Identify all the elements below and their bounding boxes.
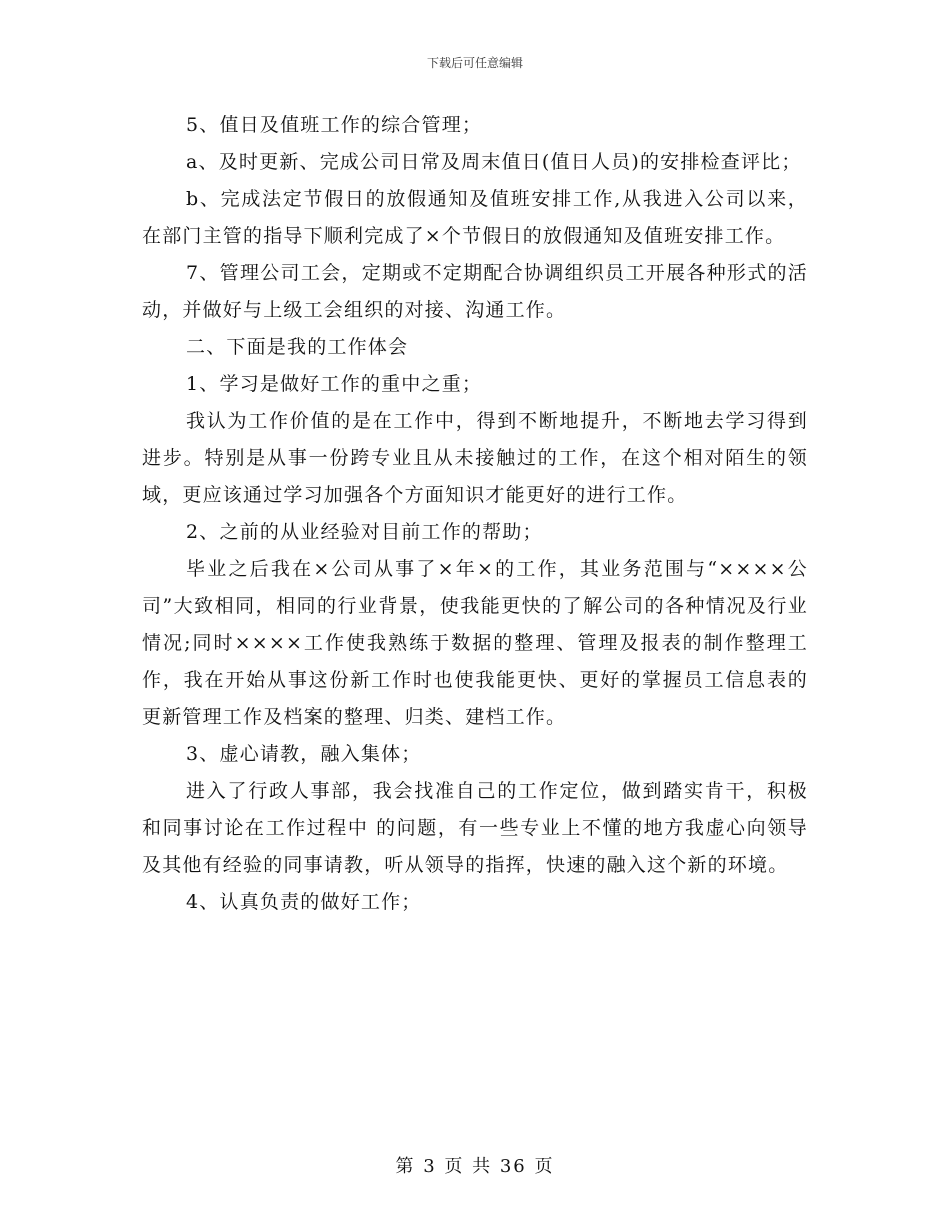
page-header: 下载后可任意编辑 bbox=[426, 56, 523, 70]
paragraph: a、及时更新、完成公司日常及周末值日(值日人员)的安排检查评比； bbox=[186, 151, 802, 173]
document-body bbox=[142, 107, 808, 921]
page-number-footer: 第 3 页 共 36 页 bbox=[395, 1156, 555, 1177]
paragraph: b、完成法定节假日的放假通知及值班安排工作,从我进入公司以来，在部门主管的指导下顺利完成了×个节假日的放假通知及值班安排工作。 bbox=[142, 188, 808, 247]
paragraph: 5、值日及值班工作的综合管理； bbox=[186, 114, 483, 136]
section-heading: 二、下面是我的工作体会 bbox=[186, 336, 409, 358]
paragraph: 进入了行政人事部，我会找准自己的工作定位，做到踏实肯干，积极和同事讨论在工作过程中 的问题，有一些专业上不懂的地方我虚心向领导及其他有经验的同事请教，听从领导的指挥，快速的融入这个新的环境。 bbox=[142, 780, 808, 876]
paragraph: 7、管理公司工会，定期或不定期配合协调组织员工开展各种形式的活动，并做好与上级工会组织的对接、沟通工作。 bbox=[142, 262, 808, 321]
paragraph: 3、虚心请教，融入集体； bbox=[186, 743, 422, 765]
paragraph: 2、之前的从业经验对目前工作的帮助； bbox=[186, 521, 543, 543]
paragraph: 我认为工作价值的是在工作中，得到不断地提升，不断地去学习得到进步。特别是从事一份跨专业且从未接触过的工作，在这个相对陌生的领域，更应该通过学习加强各个方面知识才能更好的进行工作。 bbox=[142, 410, 808, 506]
paragraph: 1、学习是做好工作的重中之重； bbox=[186, 373, 483, 395]
paragraph: 4、认真负责的做好工作； bbox=[186, 891, 422, 913]
paragraph: 毕业之后我在×公司从事了×年×的工作，其业务范围与“××××公司”大致相同，相同的行业背景，使我能更快的了解公司的各种情况及行业情况;同时××××工作使我熟练于数据的整理、管理及报表的制作整理工作，我在开始从事这份新工作时也使我能更快、更好的掌握员工信息表的更新管理工作及档案的整理、归类、建档工作。 bbox=[142, 558, 808, 728]
